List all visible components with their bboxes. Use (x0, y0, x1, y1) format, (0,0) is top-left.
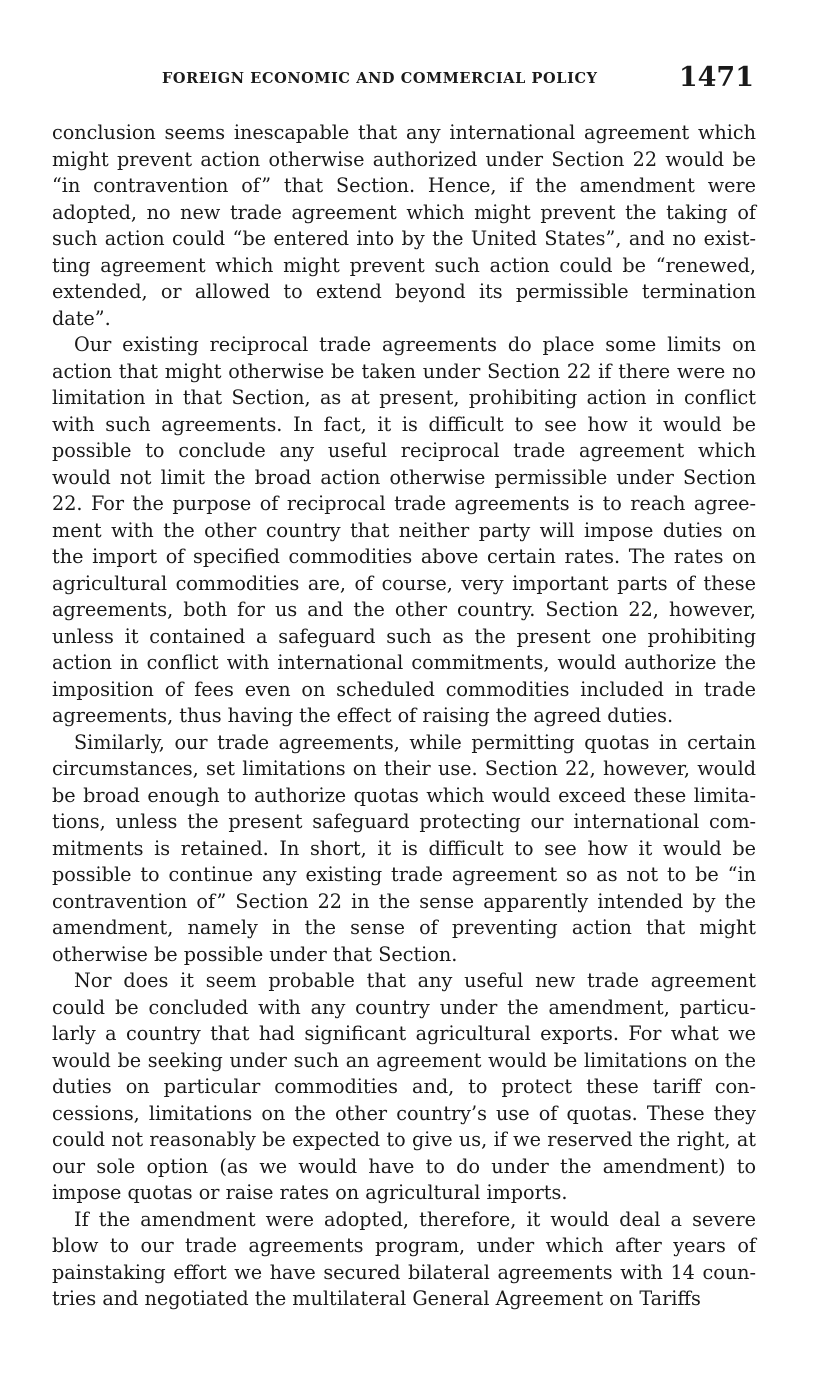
paragraph-3: Similarly, our trade agreements, while permitting quotas in certain circumstances, set limitations on their use. Section 22, however, would be broad enough to authorize quotas which would exceed these limitations, unless the present safeguard protecting our international commitments is retained. In short, it is difficult to see how it would be possible to continue any existing trade agreement so as not to be “in contravention of” Section 22 in the sense apparently intended by the amendment, namely in the sense of preventing action that might otherwise be possible under that Section. (52, 730, 756, 966)
body-text (52, 120, 756, 1313)
document-page (52, 58, 756, 1313)
paragraph-2: Our existing reciprocal trade agreements do place some limits on action that might otherwise be taken under Section 22 if there were no limitation in that Section, as at present, prohibiting action in conflict with such agreements. In fact, it is difficult to see how it would be possible to conclude any useful reciprocal trade agreement which would not limit the broad action otherwise permissible under Section 22. For the purpose of reciprocal trade agreements is to reach agreement with the other country that neither party will impose duties on the import of specified commodities above certain rates. The rates on agricultural commodities are, of course, very important parts of these agreements, both for us and the other country. Section 22, however, unless it contained a safeguard such as the present one prohibiting action in conflict with international commitments, would authorize the imposition of fees even on scheduled commodities included in trade agreements, thus having the effect of raising the agreed duties. (52, 333, 756, 727)
paragraph-4: Nor does it seem probable that any useful new trade agreement could be concluded with any country under the amendment, particularly a country that had significant agricultural exports. For what we would be seeking under such an agreement would be limitations on the duties on particular commodities and, to protect these tariff concessions, limitations on the other country’s use of quotas. These they could not reasonably be expected to give us, if we reserved the right, at our sole option (as we would have to do under the amendment) to impose quotas or raise rates on agricultural imports. (52, 969, 756, 1204)
paragraph-1: conclusion seems inescapable that any international agreement which might prevent action otherwise authorized under Section 22 would be “in contravention of” that Section. Hence, if the amendment were adopted, no new trade agreement which might prevent the taking of such action could “be entered into by the United States”, and no existting agreement which might prevent such action could be “renewed, extended, or allowed to extend beyond its permissible termination date”. (52, 121, 756, 330)
paragraph-5: If the amendment were adopted, therefore, it would deal a severe blow to our trade agreements program, under which after years of painstaking effort we have secured bilateral agreements with 14 countries and negotiated the multilateral General Agreement on Tariffs (52, 1207, 756, 1310)
running-head-title: FOREIGN ECONOMIC AND COMMERCIAL POLICY (162, 70, 598, 87)
running-header (52, 58, 756, 102)
page-number: 1471 (678, 62, 754, 93)
